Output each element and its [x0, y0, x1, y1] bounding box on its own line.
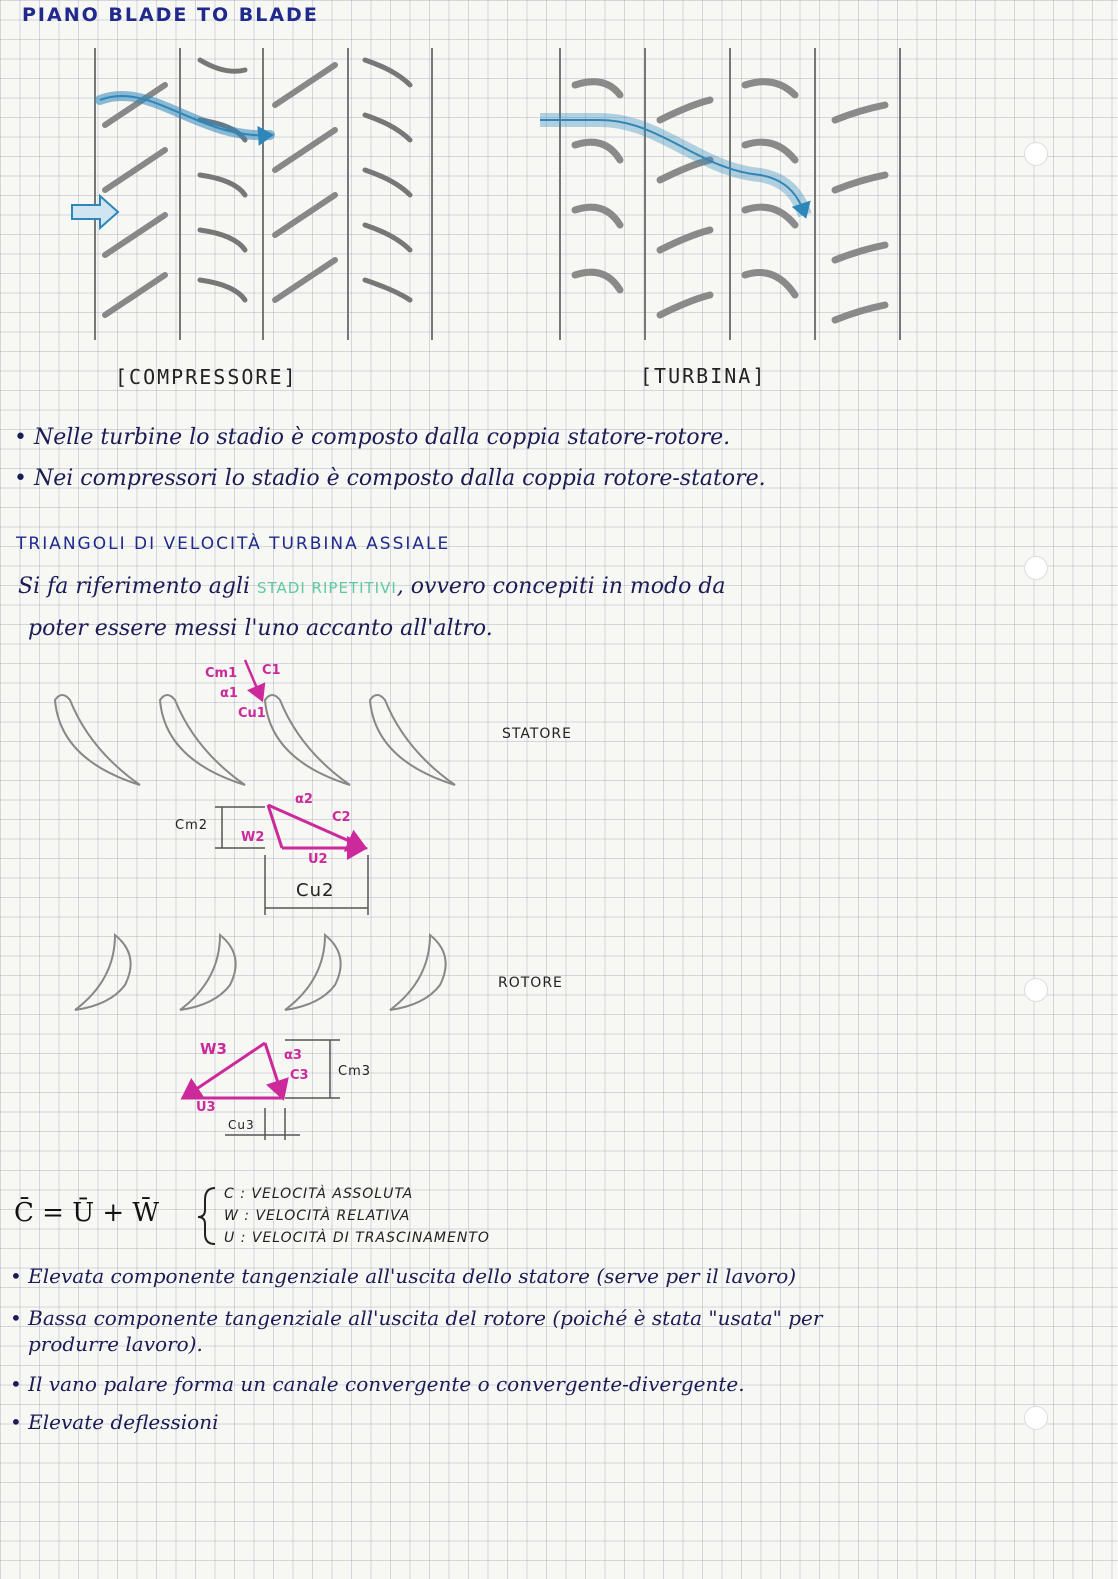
bullet-high-tangential: • Elevata componente tangenziale all'uscita dello statore (serve per il lavoro)	[10, 1264, 797, 1288]
label-c3: C3	[290, 1068, 309, 1083]
velocity-triangle-1	[245, 660, 262, 700]
label-cm2: Cm2	[175, 818, 209, 833]
intro-line-2: poter essere messi l'uno accanto all'altro.	[28, 616, 493, 641]
section-title-velocity-triangles: TRIANGOLI DI VELOCITÀ TURBINA ASSIALE	[16, 534, 451, 554]
label-alpha1: α1	[220, 686, 238, 701]
label-w2: W2	[241, 830, 265, 845]
label-c1: C1	[262, 663, 281, 678]
compressor-blades-row4	[365, 60, 410, 300]
label-cu3: Cu3	[228, 1118, 255, 1132]
velocity-triangle-3	[183, 1043, 283, 1098]
rotor-blades	[75, 935, 446, 1010]
compressor-blades-row3	[275, 65, 335, 300]
label-u3: U3	[196, 1100, 216, 1115]
label-cu2: Cu2	[296, 880, 335, 901]
label-statore: STATORE	[502, 726, 572, 742]
caption-compressor: [COMPRESSORE]	[115, 365, 298, 389]
bullet-compressor-stage: • Nei compressori lo stadio è composto dalla coppia rotore-statore.	[14, 466, 766, 491]
compressor-stage-lines	[95, 48, 432, 340]
bullet-blade-passage: • Il vano palare forma un canale convergente o convergente-divergente.	[10, 1372, 745, 1396]
label-rotore: ROTORE	[498, 975, 563, 991]
highlight-repetitive-stages: STADI RIPETITIVI	[257, 579, 397, 597]
caption-turbine: [TURBINA]	[640, 364, 767, 388]
turbine-blades-row1	[575, 82, 620, 290]
bullet-high-deflection: • Elevate deflessioni	[10, 1410, 219, 1434]
legend-u: U : VELOCITÀ DI TRASCINAMENTO	[224, 1230, 490, 1246]
bullet-low-tangential: • Bassa componente tangenziale all'uscita del rotore (poiché è stata "usata" per	[10, 1306, 823, 1330]
section-title-blade-to-blade: PIANO BLADE TO BLADE	[22, 4, 319, 26]
label-cm1: Cm1	[205, 666, 238, 681]
bullet-low-tangential-cont: produrre lavoro).	[28, 1332, 203, 1356]
label-c2: C2	[332, 810, 351, 825]
legend-brace	[198, 1188, 215, 1244]
legend-c: C : VELOCITÀ ASSOLUTA	[224, 1186, 414, 1202]
compressor-blades-row2	[200, 60, 245, 300]
velocity-equation: C̄ = Ū + W̄	[14, 1198, 160, 1228]
label-alpha3: α3	[284, 1048, 302, 1063]
label-cu1: Cu1	[238, 706, 266, 721]
bullet-turbine-stage: • Nelle turbine lo stadio è composto dalla coppia statore-rotore.	[14, 425, 731, 450]
label-alpha2: α2	[295, 792, 313, 807]
compressor-blades-row1	[105, 85, 165, 315]
label-w3: W3	[200, 1040, 227, 1058]
turbine-stage-lines	[560, 48, 900, 340]
intro-line-1: Si fa riferimento agli STADI RIPETITIVI, ovvero concepiti in modo da	[18, 574, 726, 599]
label-cm3: Cm3	[338, 1064, 372, 1079]
legend-w: W : VELOCITÀ RELATIVA	[224, 1208, 411, 1224]
label-u2: U2	[308, 852, 328, 867]
turbine-blades-row4	[835, 105, 885, 320]
